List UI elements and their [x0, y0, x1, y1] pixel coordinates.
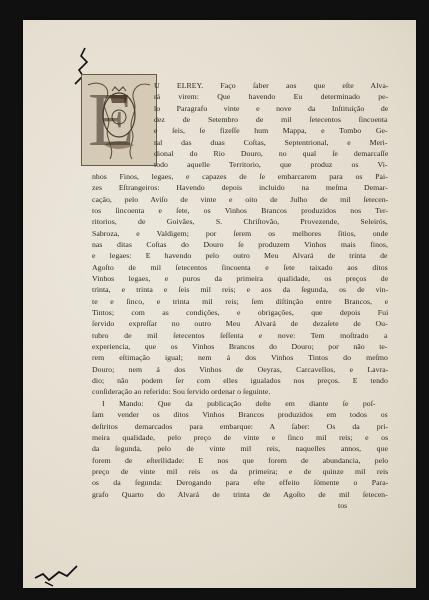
text-line: nas ditas Coſtas do Douro ſe produzem Vinhos mais finos, — [92, 239, 388, 249]
text-line: te e ſinco, e trinta mil reis; ſem diſtinção entre Brancos, e — [92, 296, 389, 306]
text-line: trinta, e trinta e ſeis mil reis; e aos da ſegunda, os de vin- — [92, 285, 389, 295]
text-line: nhos Finos, legaes, e capazes de ſe embarcarem para os Pai- — [92, 171, 388, 181]
text-line: dio; não podem ſer com elles igualados nos preços. E tendo — [92, 376, 388, 386]
text-line: experiencia, que os Vinhos Brancos do Douro; por não te- — [92, 342, 388, 352]
initial-letter-text: E — [88, 78, 135, 162]
text-line: e ſeis, ſe fizeſſe hum Mappa, e Tombo Ge- — [154, 126, 388, 136]
text-line: U ELREY. Faço ſaber aos que eſte Alva- — [154, 81, 389, 90]
text-line: Sabroza, e Valdigem; por ſerem os melhores ſitios, onde — [92, 228, 389, 238]
text-line: preço de vinte mil reis os da primeira; e de quinze mil reis — [92, 466, 389, 476]
text-line: e legaes: E havendo pelo outro Meu Alvará de trinta de — [92, 251, 388, 261]
text-line: zes Eſtrangeiros: Havendo depois incluido na meſma Demar- — [92, 183, 388, 193]
text-line: tos — [338, 500, 348, 510]
text-line: todo aquelle Territorio, que produz os Vi- — [154, 160, 388, 170]
text-line: lo Paragrafo vinte e nove da Inſtituição de — [154, 103, 389, 113]
text-line: os da ſegunda: Derogando para eſte effeito ſómente o Para- — [92, 478, 389, 488]
text-line: cação, pelo Aviſo de vinte e oito de Julho de mil ſetecen- — [92, 194, 389, 204]
text-line: Tintos; com as condições, e obrigações, que depois Fui — [92, 308, 389, 317]
text-line: ſervido expreſſar no outro Meu Alvará de dezaſete de Ou- — [92, 319, 388, 329]
text-line: rem eſtimação igual; nem á dos Vinhos Tintos do meſmo — [92, 353, 388, 363]
paper-tear-mark-bottom — [33, 560, 93, 590]
text-line: tubro de mil ſetecentos ſeſſenta e nove: Tem moſtrado a — [92, 330, 388, 340]
text-line: dional do Rio Douro, no qual ſe demarcaſſe — [154, 149, 389, 159]
text-line: rá virem: Que havendo Eu determinado pe- — [154, 92, 389, 102]
text-line: Douro; nem á dos Vinhos de Oeyras, Carcavellos, e Lavra- — [92, 364, 389, 374]
text-line: ritorios, de Goivães, S. Chriſtovão, Provezende, Seleirós, — [92, 217, 388, 227]
ornate-initial-letter — [81, 74, 157, 166]
text-line: I Mando: Que da publicação deſte em diante ſe poſ- — [102, 398, 376, 408]
text-line: forem de eſterilidade: E nos que forem de abundancia, pelo — [92, 455, 389, 465]
text-line: Agoſto de mil ſetecentos ſincoenta e ſete taixado aos ditos — [92, 262, 388, 272]
document-page — [23, 20, 416, 588]
text-line: meira qualidade, pelo preço de vinte e ſinco mil reis; e os — [92, 432, 389, 442]
text-line: ſam vender os ditos Vinhos Brancos produzidos em todos os — [92, 410, 388, 420]
text-line: dez de Setembro de mil ſetecentos ſincoenta — [154, 115, 388, 125]
text-line: Vinhos legaes, e puros da primeira qualidade, os preços de — [92, 273, 389, 283]
text-line: da ſegunda, pelo de vinte mil reis, naquelles annos, que — [92, 444, 389, 454]
text-line: ral das duas Coſtas, Septentrional, e Meri- — [154, 137, 388, 147]
text-line: deſtritos demarcados para embarque: A ſaber: Os da pri- — [92, 421, 389, 431]
text-line: conſideração ao referido: Sou ſervido ordenar o ſeguinte. — [92, 387, 271, 397]
text-line: tos ſincoenta e ſete, os Vinhos Brancos produzidos nos Ter- — [92, 205, 389, 215]
text-line: grafo Quarto do Alvará de trinta de Agoſto de mil ſetecen- — [92, 489, 388, 499]
